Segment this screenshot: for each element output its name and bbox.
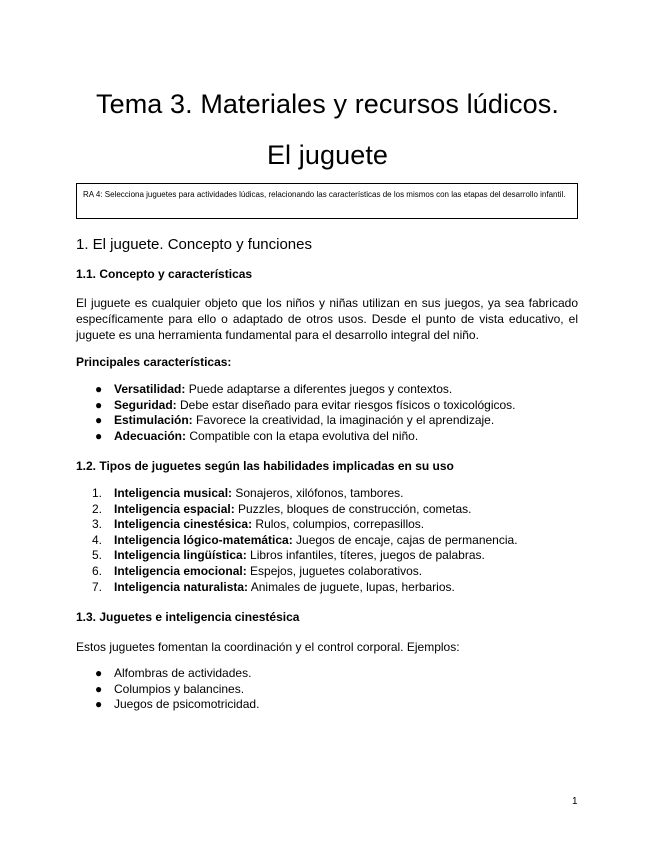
characteristics-label: Principales características:	[76, 355, 232, 369]
item-text: Juegos de psicomotricidad.	[114, 697, 260, 712]
section-1-3-paragraph: Estos juguetes fomentan la coordinación y el control corporal. Ejemplos:	[76, 640, 460, 654]
item-term: Estimulación:	[114, 413, 193, 428]
item-text: Columpios y balancines.	[114, 681, 245, 696]
list-item	[76, 413, 516, 429]
bullet-icon: ●	[95, 428, 103, 443]
item-text: Juegos de encaje, cajas de permanencia.	[292, 532, 518, 547]
list-item	[76, 533, 518, 549]
item-term: Inteligencia naturalista:	[114, 579, 249, 594]
item-text: Puede adaptarse a diferentes juegos y contextos.	[185, 382, 453, 396]
item-number: 1.	[92, 486, 103, 500]
learning-outcome-box: RA 4: Selecciona juguetes para actividades lúdicas, relacionando las características de los mismos con las etapas del desarrollo infantil.	[76, 183, 578, 219]
page-number: 1	[572, 796, 578, 807]
item-text: Sonajeros, xilófonos, tambores.	[232, 486, 404, 500]
list-item	[76, 697, 259, 713]
item-term: Inteligencia cinestésica:	[114, 517, 253, 532]
bullet-icon: ●	[95, 666, 103, 680]
bullet-icon: ●	[95, 382, 103, 396]
characteristics-list	[76, 382, 516, 444]
item-term: Seguridad:	[114, 397, 177, 412]
item-number: 3.	[92, 517, 103, 532]
item-term: Inteligencia lógico-matemática:	[114, 532, 293, 547]
bullet-icon: ●	[95, 681, 103, 696]
section-1-1-heading: 1.1. Concepto y características	[76, 267, 253, 281]
item-number: 5.	[92, 548, 103, 563]
section-1-heading: 1. El juguete. Concepto y funciones	[76, 236, 312, 253]
item-number: 6.	[92, 563, 103, 578]
section-1-3-heading: 1.3. Juguetes e inteligencia cinestésica	[76, 610, 300, 624]
item-text: Debe estar diseñado para evitar riesgos físicos o toxicológicos.	[176, 397, 516, 412]
item-text: Compatible con la etapa evolutiva del niño.	[186, 428, 419, 443]
item-text: Animales de juguete, lupas, herbarios.	[248, 579, 455, 594]
title-line-1: Tema 3. Materiales y recursos lúdicos.	[96, 89, 559, 119]
item-text: Libros infantiles, títeres, juegos de palabras.	[246, 548, 485, 563]
item-term: Versatilidad:	[114, 382, 186, 396]
item-term: Adecuación:	[114, 428, 187, 443]
section-1-2-heading: 1.2. Tipos de juguetes según las habilidades implicadas en su uso	[76, 459, 454, 473]
item-number: 7.	[92, 579, 103, 594]
item-term: Inteligencia musical:	[114, 486, 233, 500]
list-item	[76, 486, 518, 502]
title-line-2: El juguete	[266, 140, 389, 170]
list-item	[76, 682, 259, 698]
item-text: Puzzles, bloques de construcción, cometas.	[234, 501, 472, 516]
bullet-icon: ●	[95, 697, 103, 712]
item-text: Espejos, juguetes colaborativos.	[246, 563, 423, 578]
list-item	[76, 580, 518, 596]
item-term: Inteligencia lingüística:	[114, 548, 247, 563]
toy-types-list	[76, 486, 518, 595]
item-term: Inteligencia espacial:	[114, 501, 235, 516]
list-item	[76, 502, 518, 518]
list-item	[76, 564, 518, 580]
list-item	[76, 666, 259, 682]
examples-list	[76, 666, 259, 713]
list-item	[76, 382, 516, 398]
section-1-1-paragraph: El juguete es cualquier objeto que los niños y niñas utilizan en sus juegos, ya sea fabricado específicamente para ello o adaptado de otros usos. Desde el punto de vista educativo, el juguete es una herramienta fundamental para el desarrollo integral del niño.	[76, 296, 578, 342]
item-text: Rulos, columpios, correpasillos.	[252, 517, 425, 532]
bullet-icon: ●	[95, 413, 103, 428]
item-number: 2.	[92, 501, 103, 516]
list-item	[76, 429, 516, 445]
item-term: Inteligencia emocional:	[114, 563, 247, 578]
item-number: 4.	[92, 532, 103, 547]
bullet-icon: ●	[95, 397, 103, 412]
list-item	[76, 548, 518, 564]
item-text: Alfombras de actividades.	[114, 666, 252, 680]
list-item	[76, 517, 518, 533]
list-item	[76, 398, 516, 414]
item-text: Favorece la creatividad, la imaginación y el aprendizaje.	[192, 413, 495, 428]
